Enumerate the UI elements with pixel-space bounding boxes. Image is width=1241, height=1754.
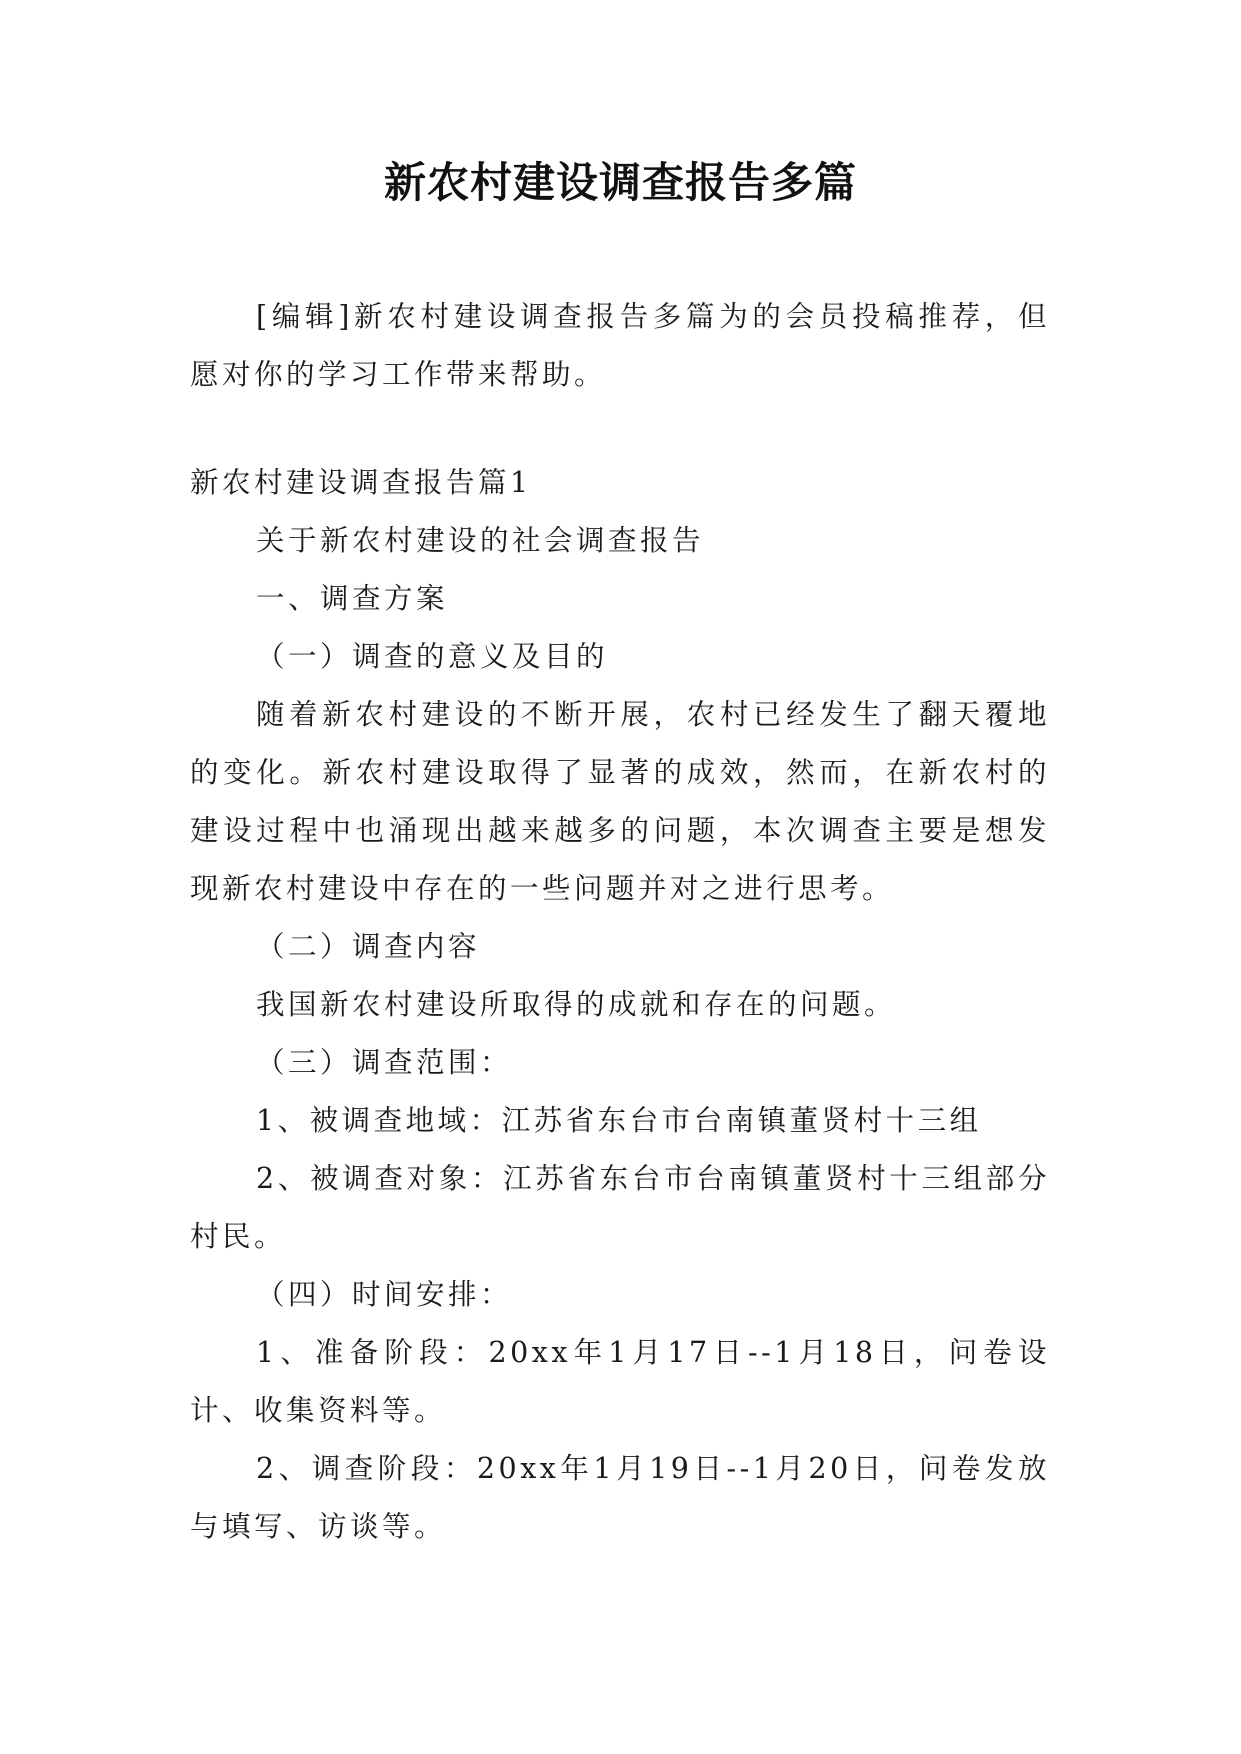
intro-paragraph: [编辑]新农村建设调查报告多篇为的会员投稿推荐，但愿对你的学习工作带来帮助。: [190, 300, 1050, 391]
heading-purpose: （一）调查的意义及目的: [256, 640, 609, 673]
scope-subjects: 2、被调查对象：江苏省东台市台南镇董贤村十三组部分村民。: [190, 1162, 1050, 1253]
heading-survey-plan: 一、调查方案: [256, 582, 449, 615]
heading-content: （二）调查内容: [256, 930, 481, 963]
report-subtitle: 关于新农村建设的社会调查报告: [256, 524, 705, 557]
document-title: 新农村建设调查报告多篇: [383, 158, 857, 207]
scope-region: 1、被调查地域：江苏省东台市台南镇董贤村十三组: [256, 1104, 982, 1137]
schedule-survey: 2、调查阶段：20xx年1月19日--1月20日，问卷发放与填写、访谈等。: [190, 1452, 1050, 1543]
schedule-preparation: 1、准备阶段：20xx年1月17日--1月18日，问卷设计、收集资料等。: [190, 1336, 1050, 1427]
paragraph-content: 我国新农村建设所取得的成就和存在的问题。: [256, 988, 897, 1021]
section-heading: 新农村建设调查报告篇1: [190, 466, 532, 499]
heading-scope: （三）调查范围：: [256, 1046, 513, 1079]
document-body: [190, 288, 1050, 1556]
heading-schedule: （四）时间安排：: [256, 1278, 513, 1311]
paragraph-purpose: 随着新农村建设的不断开展，农村已经发生了翻天覆地的变化。新农村建设取得了显著的成效，然而，在新农村的建设过程中也涌现出越来越多的问题，本次调查主要是想发现新农村建设中存在的一些问题并对之进行思考。: [190, 698, 1050, 905]
